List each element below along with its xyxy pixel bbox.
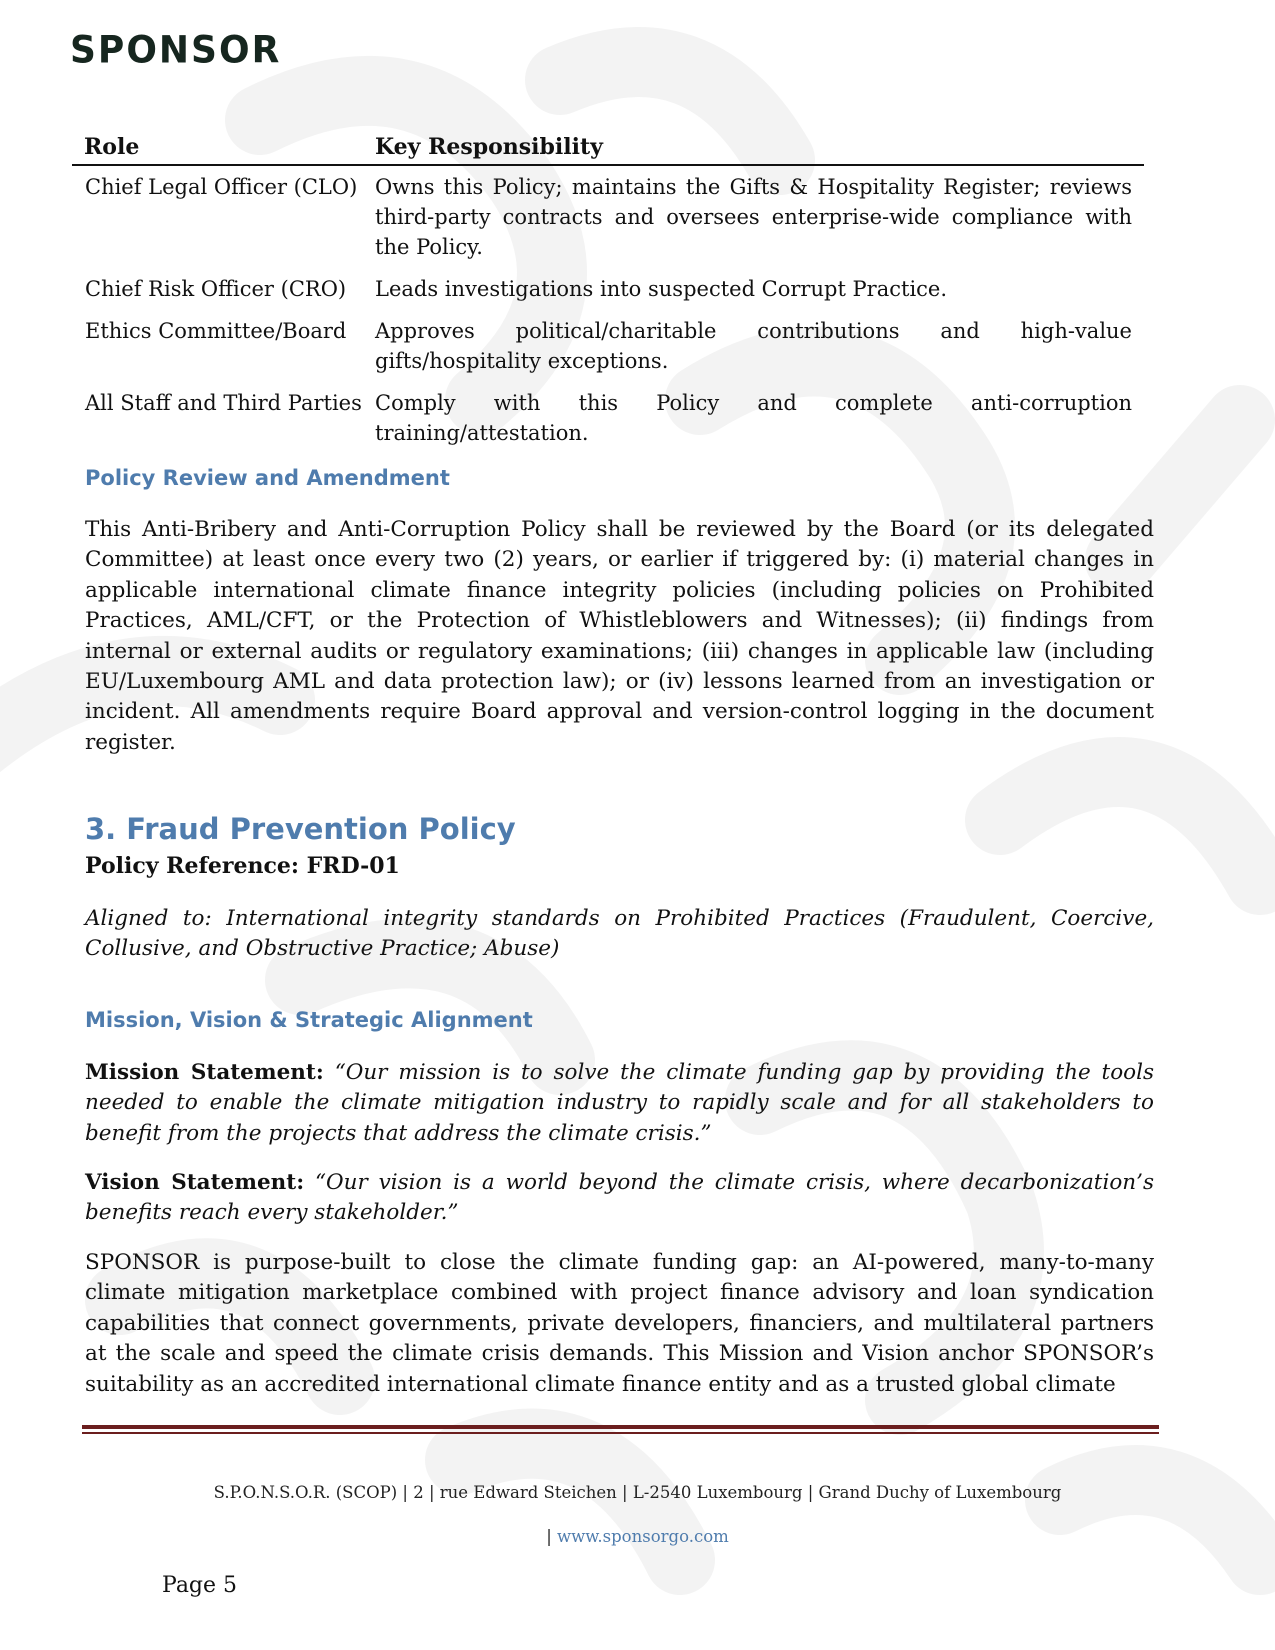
role-cell: Chief Risk Officer (CRO) (85, 277, 347, 301)
table-row (72, 268, 1144, 310)
responsibility-cell: Approves political/charitable contributions and high-value gifts/hospitality exceptions. (375, 319, 1132, 373)
table-row (72, 382, 1144, 454)
footer-divider-thin (82, 1432, 1159, 1434)
column-header-responsibility: Key Responsibility (375, 132, 1144, 165)
footer-address: S.P.O.N.S.O.R. (SCOP) | 2 | rue Edward Steichen | L-2540 Luxembourg | Grand Duchy of Luxembourg (213, 1483, 1062, 1502)
aligned-text: Aligned to: International integrity standards on Prohibited Practices (Fraudulent, Coercive, Collusive, and Obstructive Practice; Abuse) (85, 906, 1154, 962)
mission-label: Mission Statement: (85, 1060, 324, 1085)
footer-separator: | (546, 1527, 557, 1546)
policy-review-paragraph: This Anti-Bribery and Anti-Corruption Policy shall be reviewed by the Board (or its delegated Committee) at least once every two (2) years, or earlier if triggered by: (i) material changes in applicable international climate finance integrity policies (including policies on Prohibited Practices, AML/CFT, or the Protection of Whistleblowers and Witnesses); (ii) findings from internal or external audits or regulatory examinations; (iii) changes in applicable law (including EU/Luxembourg AML and data protection law); or (iv) lessons learned from an investigation or incident. All amendments require Board approval and version-control logging in the document register. (85, 517, 1154, 755)
mission-text: “Our mission is to solve the climate funding gap by providing the tools needed to enable the climate mitigation industry to rapidly scale and for all stakeholders to benefit from the projects that address the climate crisis.” (85, 1060, 1154, 1146)
aligned-paragraph (85, 904, 1154, 965)
footer-divider-thick (82, 1425, 1159, 1429)
policy-reference: Policy Reference: FRD-01 (85, 853, 400, 879)
website-link[interactable]: www.sponsorgo.com (557, 1527, 729, 1546)
vision-paragraph (85, 1168, 1154, 1229)
mission-paragraph (85, 1058, 1154, 1149)
roles-responsibilities-table (72, 132, 1144, 454)
vision-label: Vision Statement: (85, 1170, 305, 1195)
fraud-policy-title: 3. Fraud Prevention Policy (85, 812, 516, 846)
role-cell: Ethics Committee/Board (85, 319, 347, 343)
responsibility-cell: Comply with this Policy and complete anti-corruption training/attestation. (375, 391, 1132, 445)
footer-website-line (0, 1527, 1275, 1546)
sponsor-logo: SPONSOR (70, 28, 282, 73)
table-row (72, 310, 1144, 382)
page-number: Page 5 (162, 1573, 238, 1598)
responsibility-cell: Leads investigations into suspected Corrupt Practice. (375, 277, 948, 301)
mission-vision-heading: Mission, Vision & Strategic Alignment (85, 1008, 533, 1032)
table-row (72, 165, 1144, 268)
vision-text: “Our vision is a world beyond the climate crisis, where decarbonization’s benefits reach every stakeholder.” (85, 1170, 1154, 1226)
role-cell: Chief Legal Officer (CLO) (85, 175, 358, 199)
responsibility-cell: Owns this Policy; maintains the Gifts & Hospitality Register; reviews third-party contracts and oversees enterprise-wide compliance with the Policy. (375, 175, 1132, 259)
sponsor-description-paragraph: SPONSOR is purpose-built to close the climate funding gap: an AI-powered, many-to-many climate mitigation marketplace combined with project finance advisory and loan syndication capabilities that connect governments, private developers, financiers, and multilateral partners at the scale and speed the climate crisis demands. This Mission and Vision anchor SPONSOR’s suitability as an accredited international climate finance entity and as a trusted global climate (85, 1250, 1154, 1397)
policy-review-heading: Policy Review and Amendment (85, 466, 450, 490)
column-header-role: Role (72, 132, 375, 165)
table-header-row (72, 132, 1144, 165)
role-cell: All Staff and Third Parties (85, 391, 362, 415)
